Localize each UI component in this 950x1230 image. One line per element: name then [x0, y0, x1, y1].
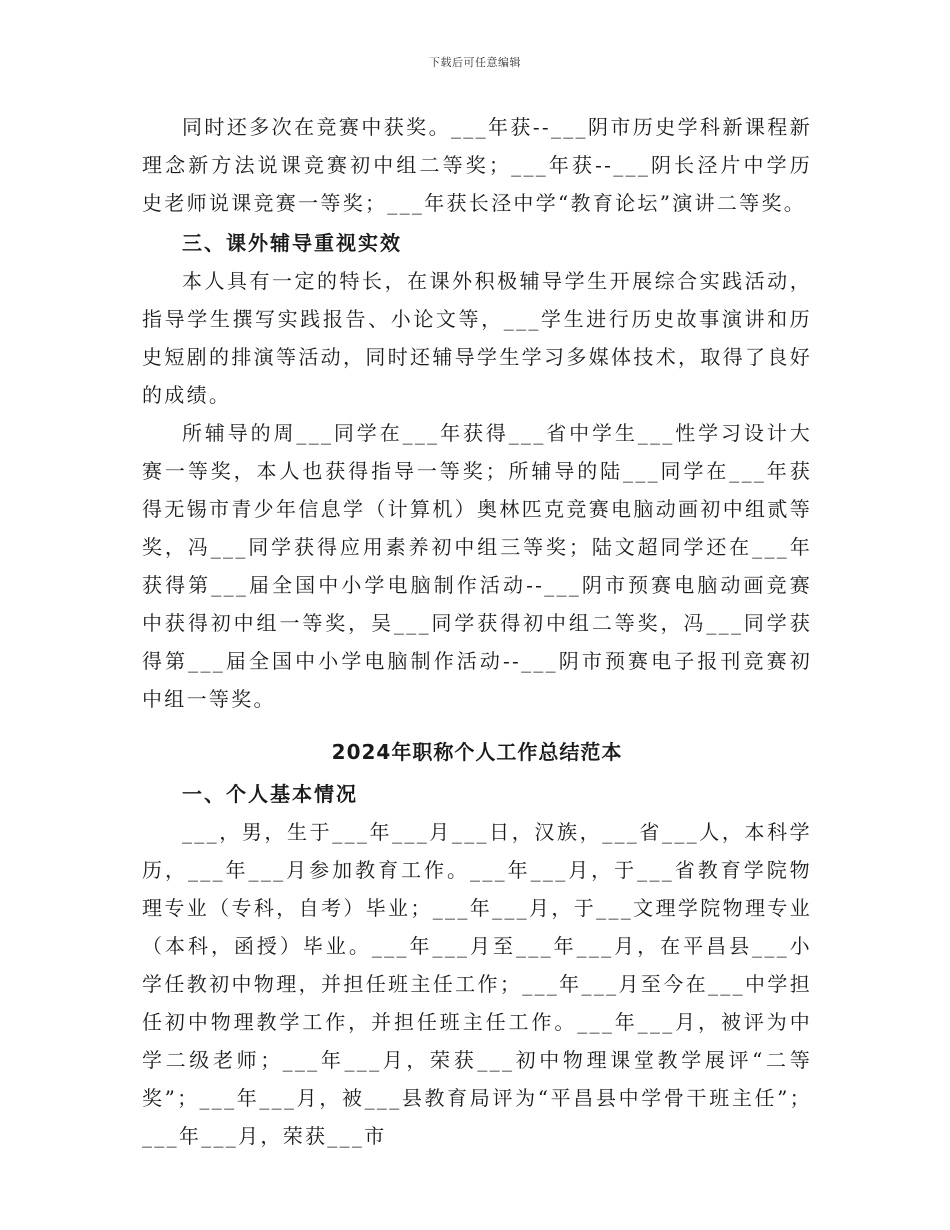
- section-heading-basic-info: 一、个人基本情况: [182, 782, 358, 806]
- student-awards-paragraph: 所辅导的周___同学在___年获得___省中学生___性学习设计大赛一等奖，本人也获得指导一等奖；所辅导的陆___同学在___年获得无锡市青少年信息学（计算机）奥林匹克竞赛电脑动画初中组贰等奖，冯___同学获得应用素养初中组三等奖；陆文超同学还在___年获得第___届全国中小学电脑制作活动--___阴市预赛电脑动画竞赛中获得初中组一等奖，吴___同学获得初中组二等奖，冯___同学获得第___届全国中小学电脑制作活动--___阴市预赛电子报刊竞赛初中组一等奖。: [142, 421, 812, 711]
- page-header-note: 下载后可任意编辑: [429, 56, 521, 69]
- extracurricular-paragraph: 本人具有一定的特长，在课外积极辅导学生开展综合实践活动，指导学生撰写实践报告、小论文等，___学生进行历史故事演讲和历史短剧的排演等活动，同时还辅导学生学习多媒体技术，取得了良好的成绩。: [142, 269, 812, 407]
- document-title: 2024年职称个人工作总结范本: [331, 740, 623, 764]
- awards-paragraph: 同时还多次在竞赛中获奖。___年获--___阴市历史学科新课程新理念新方法说课竞赛初中组二等奖；___年获--___阴长泾片中学历史老师说课竞赛一等奖；___年获长泾中学“教育论坛”演讲二等奖。: [142, 115, 812, 215]
- document-body: [142, 108, 812, 1155]
- basic-info-paragraph: ___，男，生于___年___月___日，汉族，___省___人，本科学历，___年___月参加教育工作。___年___月，于___省教育学院物理专业（专科，自考）毕业；___年___月，于___文理学院物理专业（本科，函授）毕业。___年___月至___年___月，在平昌县___小学任教初中物理，并担任班主任工作；___年___月至今在___中学担任初中物理教学工作，并担任班主任工作。___年___月，被评为中学二级老师；___年___月，荣获___初中物理课堂教学展评“二等奖”；___年___月，被___县教育局评为“平昌县中学骨干班主任”；___年___月，荣获___市: [142, 820, 812, 1148]
- section-heading-extracurricular: 三、课外辅导重视实效: [182, 231, 402, 255]
